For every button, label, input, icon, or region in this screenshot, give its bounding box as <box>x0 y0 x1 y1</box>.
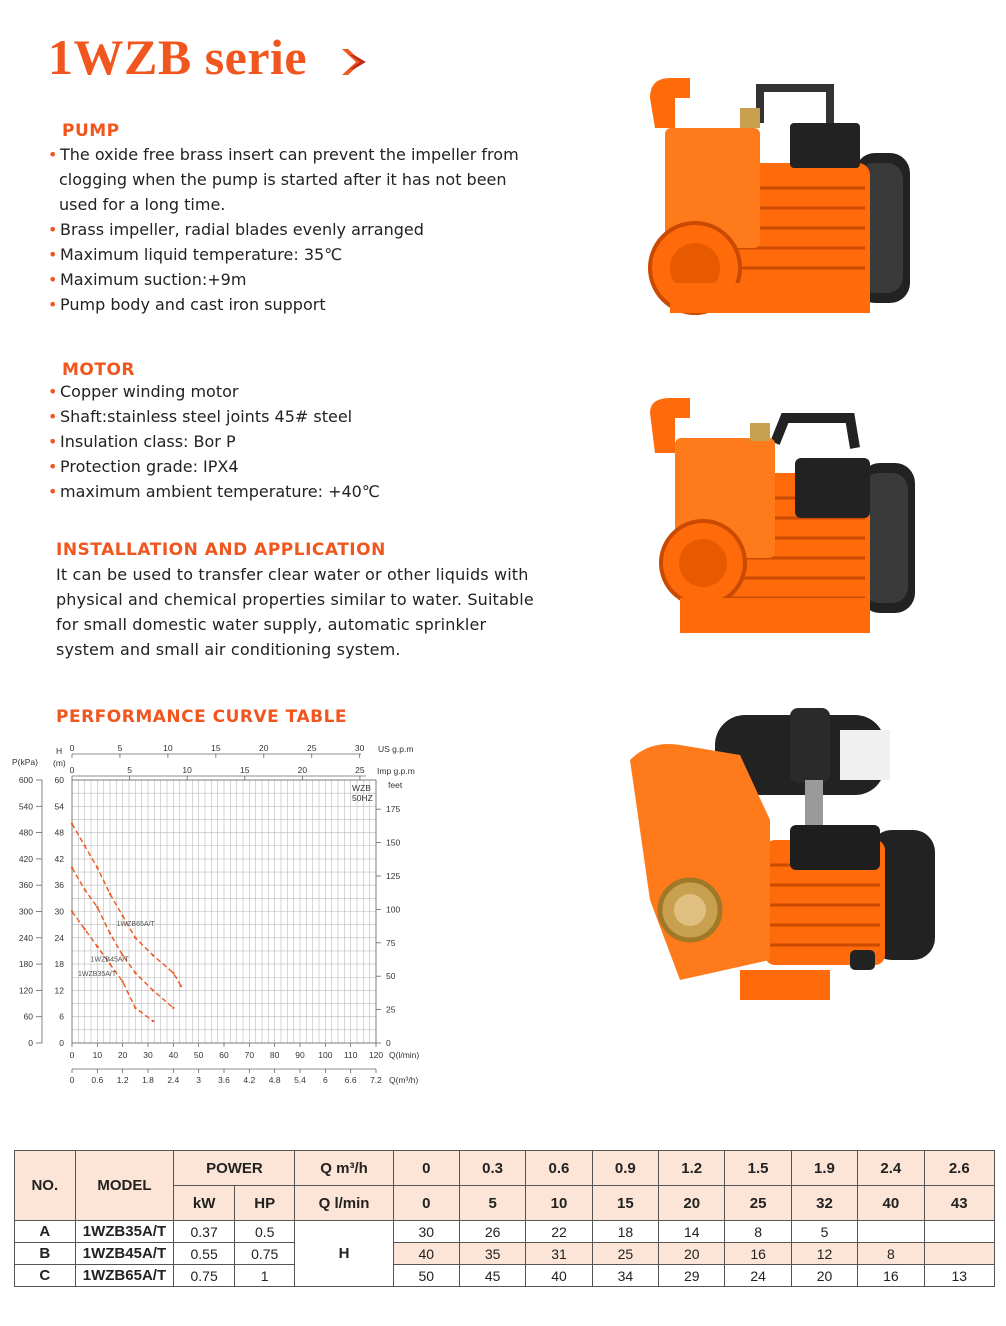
x-tick-label: 90 <box>295 1050 305 1060</box>
h-cell: 34 <box>592 1265 658 1287</box>
q-lmin-cell: 32 <box>791 1186 857 1221</box>
h-cell: 12 <box>791 1243 857 1265</box>
h-cell: 16 <box>858 1265 924 1287</box>
usgpm-tick-label: 0 <box>69 743 75 753</box>
list-item: • Maximum suction:+9m <box>48 270 247 289</box>
x-tick-label: 120 <box>368 1050 384 1060</box>
y-tick-label: 30 <box>54 906 64 917</box>
m3h-tick-label: 0.6 <box>91 1075 104 1085</box>
q-m3h-cell: 0.6 <box>526 1151 592 1186</box>
x-tick-label: 10 <box>92 1050 103 1060</box>
feet-tick-label: 175 <box>386 804 401 815</box>
usgpm-tick-label: 20 <box>259 743 269 753</box>
list-item: • Pump body and cast iron support <box>48 295 326 314</box>
m-unit-label: (m) <box>53 758 66 768</box>
feet-tick-label: 125 <box>386 870 401 881</box>
data-point <box>83 928 85 930</box>
y-tick-label: 12 <box>54 985 64 996</box>
row-model: 1WZB45A/T <box>75 1243 174 1265</box>
x-tick-label: 80 <box>269 1050 280 1060</box>
data-point <box>121 980 123 982</box>
y-tick-label: 54 <box>54 801 64 812</box>
q-lmin-cell: 0 <box>393 1186 459 1221</box>
q-m3h-cell: 1.2 <box>659 1151 725 1186</box>
row-no: A <box>15 1221 76 1243</box>
m3h-tick-label: 6 <box>322 1075 328 1085</box>
m3h-tick-label: 2.4 <box>167 1075 180 1085</box>
kpa-tick-label: 60 <box>23 1011 33 1022</box>
spec-table <box>14 1150 995 1287</box>
x-tick-label: 30 <box>143 1050 153 1060</box>
data-point <box>71 866 73 868</box>
h-cell: 45 <box>459 1265 525 1287</box>
table-row <box>15 1243 995 1265</box>
data-point <box>83 888 85 890</box>
data-point <box>172 1007 174 1009</box>
m3h-axis-label: Q(m³/h) <box>389 1075 419 1085</box>
m3h-tick-label: 1.2 <box>116 1075 129 1085</box>
list-item: • The oxide free brass insert can prevent the impeller from <box>48 145 519 164</box>
y-tick-label: 48 <box>54 827 64 838</box>
paragraph-line: physical and chemical properties similar to water. Suitable <box>56 590 534 609</box>
q-m3h-cell: 0 <box>393 1151 459 1186</box>
y-tick-label: 42 <box>54 853 64 864</box>
list-item: • Copper winding motor <box>48 382 239 401</box>
y-tick-label: 18 <box>54 959 64 970</box>
pump-image-3 <box>620 700 940 1010</box>
m3h-tick-label: 0 <box>69 1075 75 1085</box>
list-item: • Brass impeller, radial blades evenly arranged <box>48 220 424 239</box>
h-cell: 13 <box>924 1265 994 1287</box>
h-cell: 14 <box>659 1221 725 1243</box>
paragraph-line: system and small air conditioning system. <box>56 640 401 659</box>
row-hp: 0.75 <box>234 1243 295 1265</box>
row-hp: 1 <box>234 1265 295 1287</box>
y-tick-label: 0 <box>59 1038 64 1048</box>
row-kw: 0.55 <box>174 1243 235 1265</box>
list-item-cont: clogging when the pump is started after it has not been <box>59 170 507 189</box>
pump-image-1 <box>630 68 920 338</box>
data-point <box>134 937 136 939</box>
q-lmin-cell: 40 <box>858 1186 924 1221</box>
performance-chart <box>0 740 430 1090</box>
kpa-tick-label: 600 <box>18 775 33 785</box>
h-cell: 50 <box>393 1265 459 1287</box>
q-lmin-cell: 10 <box>526 1186 592 1221</box>
motor-heading: MOTOR <box>62 360 136 380</box>
q-lmin-cell: 43 <box>924 1186 994 1221</box>
row-model: 1WZB65A/T <box>75 1265 174 1287</box>
h-cell: 18 <box>592 1221 658 1243</box>
data-point <box>152 954 154 956</box>
h-cell <box>924 1243 994 1265</box>
kpa-tick-label: 240 <box>18 932 33 943</box>
kpa-tick-label: 420 <box>18 853 33 864</box>
h-cell: 40 <box>393 1243 459 1265</box>
col-power: POWER <box>174 1151 295 1186</box>
h-cell: 24 <box>725 1265 791 1287</box>
impgpm-tick-label: 5 <box>127 765 132 775</box>
x-tick-label: 60 <box>219 1050 229 1060</box>
feet-tick-label: 150 <box>386 837 401 848</box>
h-cell: 40 <box>526 1265 592 1287</box>
kpa-tick-label: 120 <box>18 985 33 996</box>
usgpm-label: US g.p.m <box>378 744 414 754</box>
y-tick-label: 6 <box>59 1011 64 1022</box>
paragraph-line: for small domestic water supply, automatic sprinkler <box>56 615 487 634</box>
q-m3h-cell: 1.5 <box>725 1151 791 1186</box>
feet-tick-label: 75 <box>386 937 396 948</box>
h-cell <box>858 1221 924 1243</box>
double-chevron-icon <box>340 45 370 79</box>
row-no: B <box>15 1243 76 1265</box>
h-cell: 25 <box>592 1243 658 1265</box>
usgpm-tick-label: 10 <box>163 743 173 753</box>
y-tick-label: 36 <box>54 880 64 891</box>
data-point <box>134 972 136 974</box>
h-cell: 8 <box>858 1243 924 1265</box>
h-cell: 26 <box>459 1221 525 1243</box>
h-cell: 22 <box>526 1221 592 1243</box>
list-item: • Protection grade: IPX4 <box>48 457 239 476</box>
h-cell: 20 <box>791 1265 857 1287</box>
data-point <box>83 845 85 847</box>
m3h-tick-label: 3 <box>196 1075 202 1085</box>
data-point <box>71 823 73 825</box>
m3h-tick-label: 6.6 <box>344 1075 357 1085</box>
q-lmin-cell: 25 <box>725 1186 791 1221</box>
x-tick-label: 20 <box>117 1050 128 1060</box>
list-item-cont: used for a long time. <box>59 195 226 214</box>
m3h-tick-label: 1.8 <box>142 1075 154 1085</box>
m3h-tick-label: 4.8 <box>268 1075 281 1085</box>
x-tick-label: 50 <box>193 1050 204 1060</box>
row-kw: 0.37 <box>174 1221 235 1243</box>
q-m3h-cell: 1.9 <box>791 1151 857 1186</box>
data-point <box>71 910 73 912</box>
row-kw: 0.75 <box>174 1265 235 1287</box>
col-h: H <box>295 1221 393 1287</box>
h-cell: 35 <box>459 1243 525 1265</box>
q-m3h-cell: 2.6 <box>924 1151 994 1186</box>
x-tick-label: 0 <box>69 1050 75 1060</box>
q-lmin-cell: 15 <box>592 1186 658 1221</box>
table-row <box>15 1265 995 1287</box>
data-point <box>109 893 111 895</box>
impgpm-tick-label: 0 <box>69 765 75 775</box>
data-point <box>96 945 98 947</box>
feet-tick-label: 100 <box>386 904 401 915</box>
pump-list <box>48 142 519 317</box>
h-cell: 8 <box>725 1221 791 1243</box>
series-label: 1WZB35A/T <box>78 971 117 979</box>
chart-annotation: 50HZ <box>352 793 373 803</box>
series-label: 1WZB65A/T <box>116 920 155 928</box>
m3h-tick-label: 4.2 <box>243 1075 256 1085</box>
col-model: MODEL <box>75 1151 174 1221</box>
impgpm-tick-label: 10 <box>182 765 192 775</box>
usgpm-tick-label: 30 <box>354 743 365 753</box>
col-hp: HP <box>234 1186 295 1221</box>
data-point <box>96 866 98 868</box>
impgpm-tick-label: 15 <box>240 765 250 775</box>
h-cell <box>924 1221 994 1243</box>
impgpm-label: Imp g.p.m <box>377 766 415 776</box>
feet-tick-label: 0 <box>386 1038 391 1048</box>
h-cell: 29 <box>659 1265 725 1287</box>
x-tick-label: 110 <box>343 1050 358 1060</box>
list-item: • Shaft:stainless steel joints 45# steel <box>48 407 353 426</box>
performance-heading: PERFORMANCE CURVE TABLE <box>56 707 348 727</box>
q-m3h-cell: 2.4 <box>858 1151 924 1186</box>
list-item: • maximum ambient temperature: +40℃ <box>48 482 380 501</box>
paragraph-line: It can be used to transfer clear water or other liquids with <box>56 565 529 584</box>
x-tick-label: 100 <box>318 1050 333 1060</box>
kpa-tick-label: 540 <box>18 801 33 812</box>
x-axis-label: Q(l/min) <box>389 1050 420 1060</box>
q-lmin-cell: 20 <box>659 1186 725 1221</box>
m3h-tick-label: 3.6 <box>218 1075 230 1085</box>
h-cell: 5 <box>791 1221 857 1243</box>
data-point <box>96 906 98 908</box>
usgpm-tick-label: 5 <box>117 743 123 753</box>
x-tick-label: 70 <box>244 1050 255 1060</box>
kpa-tick-label: 360 <box>18 880 33 891</box>
m3h-tick-label: 5.4 <box>294 1075 306 1085</box>
pump-heading: PUMP <box>62 121 120 141</box>
h-cell: 20 <box>659 1243 725 1265</box>
data-point <box>180 985 182 987</box>
h-cell: 16 <box>725 1243 791 1265</box>
kpa-tick-label: 180 <box>18 959 33 970</box>
usgpm-tick-label: 15 <box>211 743 221 753</box>
kpa-axis-label: P(kPa) <box>12 757 38 767</box>
col-q-m3h: Q m³/h <box>295 1151 393 1186</box>
motor-list <box>48 379 380 504</box>
data-point <box>172 972 174 974</box>
data-point <box>134 1007 136 1009</box>
col-no: NO. <box>15 1151 76 1221</box>
kpa-tick-label: 0 <box>28 1038 33 1048</box>
series-line <box>72 912 153 1022</box>
kpa-tick-label: 480 <box>18 827 33 838</box>
data-point <box>152 989 154 991</box>
installation-heading: INSTALLATION AND APPLICATION <box>56 540 386 560</box>
feet-axis-label: feet <box>388 780 403 790</box>
feet-tick-label: 25 <box>386 1004 396 1015</box>
q-m3h-cell: 0.3 <box>459 1151 525 1186</box>
col-kw: kW <box>174 1186 235 1221</box>
kpa-tick-label: 300 <box>18 906 33 917</box>
pump-image-2 <box>635 393 925 643</box>
y-tick-label: 24 <box>54 932 64 943</box>
usgpm-tick-label: 25 <box>306 743 317 753</box>
data-point <box>109 932 111 934</box>
impgpm-tick-label: 20 <box>297 765 308 775</box>
row-model: 1WZB35A/T <box>75 1221 174 1243</box>
installation-text <box>56 562 556 662</box>
table-row <box>15 1221 995 1243</box>
row-hp: 0.5 <box>234 1221 295 1243</box>
chart-annotation: WZB <box>352 783 371 793</box>
q-lmin-cell: 5 <box>459 1186 525 1221</box>
feet-tick-label: 50 <box>386 971 396 982</box>
col-q-lmin: Q l/min <box>295 1186 393 1221</box>
row-no: C <box>15 1265 76 1287</box>
h-cell: 31 <box>526 1243 592 1265</box>
list-item: • Maximum liquid temperature: 35℃ <box>48 245 343 264</box>
data-point <box>121 915 123 917</box>
impgpm-tick-label: 25 <box>355 765 365 775</box>
q-m3h-cell: 0.9 <box>592 1151 658 1186</box>
m3h-tick-label: 7.2 <box>370 1075 382 1085</box>
h-cell: 30 <box>393 1221 459 1243</box>
list-item: • Insulation class: Bor P <box>48 432 236 451</box>
h-axis-label: H <box>56 746 63 756</box>
data-point <box>152 1020 154 1022</box>
page-title: 1WZB serie <box>48 29 308 85</box>
series-label: 1WZB45A/T <box>90 956 129 964</box>
x-tick-label: 40 <box>168 1050 179 1060</box>
y-tick-label: 60 <box>54 775 64 785</box>
